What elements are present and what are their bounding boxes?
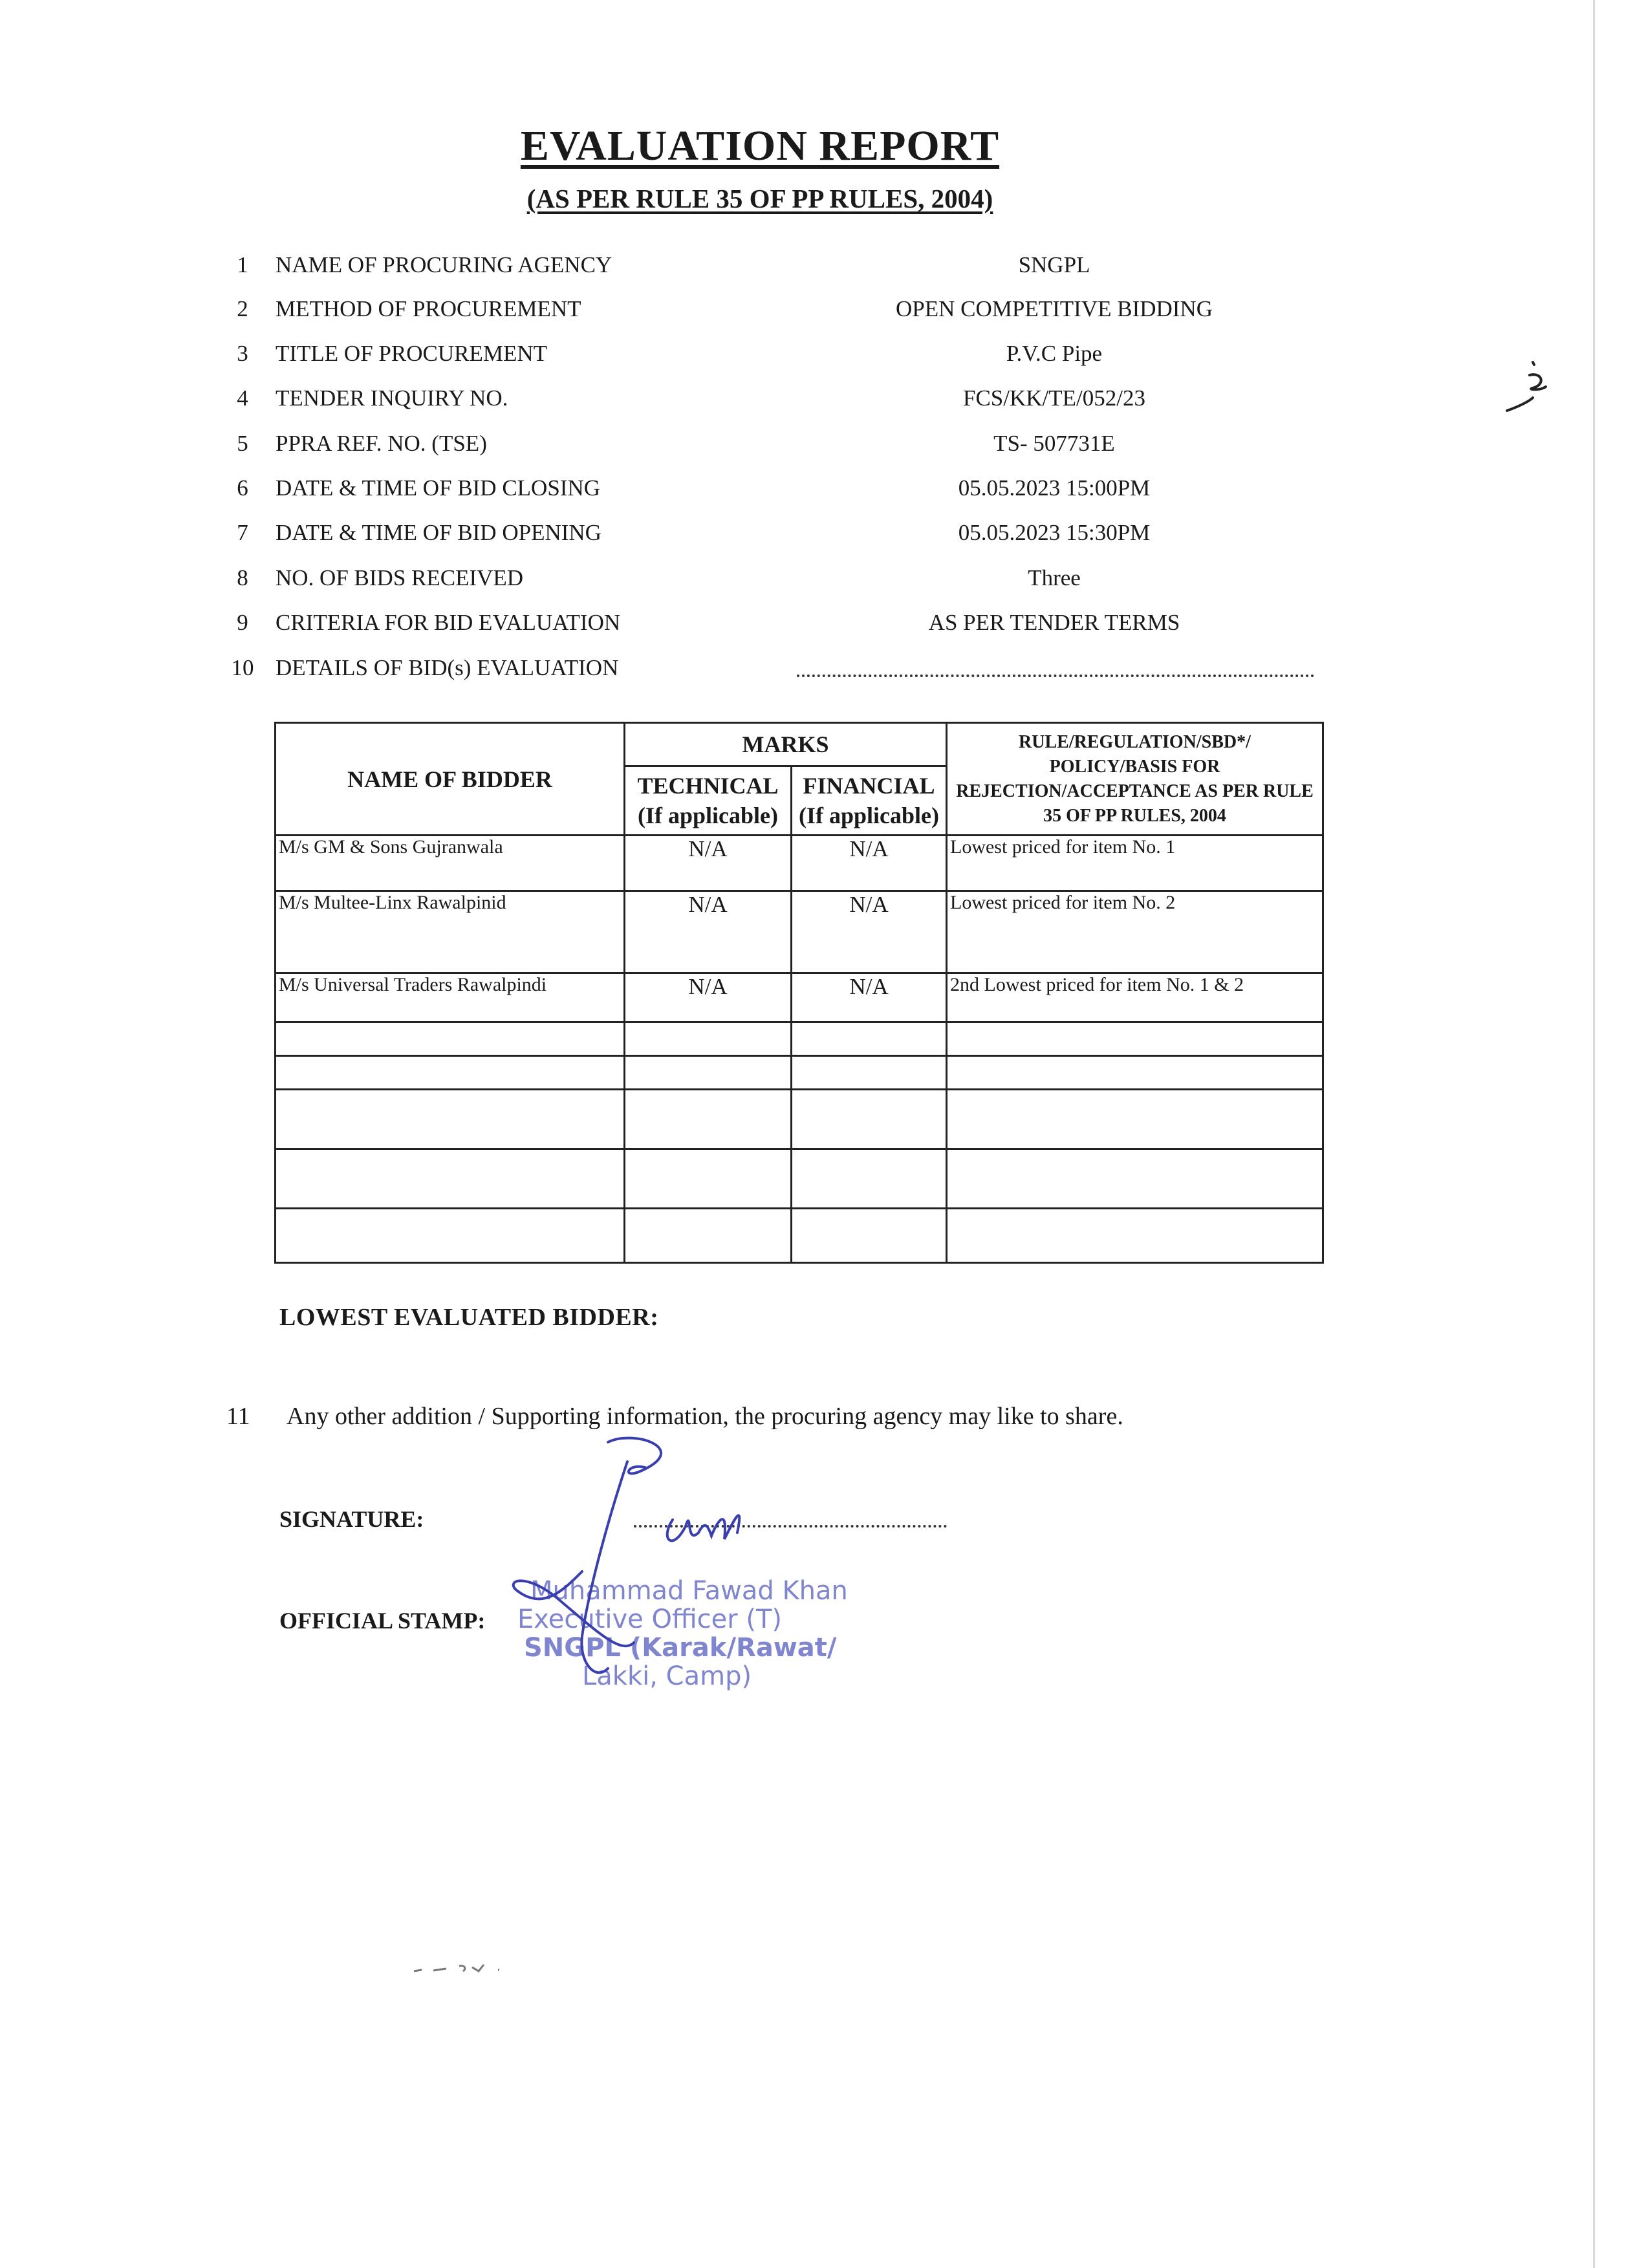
signature-label: SIGNATURE: xyxy=(279,1506,424,1532)
item-number: 8 xyxy=(237,565,248,590)
item-label: TENDER INQUIRY NO. xyxy=(276,385,508,411)
column-header-technical xyxy=(625,766,792,836)
empty-table-row xyxy=(276,1209,1323,1263)
item-number: 5 xyxy=(237,431,248,456)
handwritten-signature xyxy=(479,1423,841,1694)
item-label: NAME OF PROCURING AGENCY xyxy=(276,252,612,277)
item-label: PPRA REF. NO. (TSE) xyxy=(276,431,487,456)
item-number: 11 xyxy=(226,1403,250,1430)
item-value: SNGPL xyxy=(1018,252,1090,277)
item-value: AS PER TENDER TERMS xyxy=(928,610,1180,635)
stamp-line: Muhammad Fawad Khan xyxy=(530,1576,848,1606)
empty-table-row xyxy=(276,1090,1323,1149)
financial-marks-cell: N/A xyxy=(792,891,947,973)
empty-table-row xyxy=(276,1149,1323,1209)
table-row xyxy=(276,973,1323,1022)
item-11-text: Any other addition / Supporting information, the procuring agency may like to share. xyxy=(287,1403,1123,1430)
margin-scribble-mark xyxy=(1494,349,1572,427)
scan-edge-line xyxy=(1593,0,1595,2268)
item-number: 3 xyxy=(237,341,248,366)
financial-note: (If applicable) xyxy=(798,803,939,828)
item-label: METHOD OF PROCUREMENT xyxy=(276,296,581,321)
column-header-bidder-name: NAME OF BIDDER xyxy=(276,723,625,836)
report-subtitle: (AS PER RULE 35 OF PP RULES, 2004) xyxy=(526,184,993,213)
table-row xyxy=(276,891,1323,973)
stamp-line: Executive Officer (T) xyxy=(517,1604,783,1634)
item-label: NO. OF BIDS RECEIVED xyxy=(276,565,524,590)
item-value: 05.05.2023 15:30PM xyxy=(958,520,1151,545)
lowest-evaluated-bidder-label: LOWEST EVALUATED BIDDER: xyxy=(279,1304,659,1331)
item-value: Three xyxy=(1028,565,1081,590)
basis-cell: Lowest priced for item No. 2 xyxy=(947,891,1323,973)
item-value: FCS/KK/TE/052/23 xyxy=(963,385,1145,411)
stamp-line: SNGPL (Karak/Rawat/ xyxy=(524,1633,837,1663)
empty-table-row xyxy=(276,1022,1323,1056)
financial-marks-cell: N/A xyxy=(792,973,947,1022)
table-header-row xyxy=(276,723,1323,766)
report-title: EVALUATION REPORT xyxy=(520,122,1000,169)
dotted-fill-line xyxy=(797,662,1314,677)
stamp-line: Lakki, Camp) xyxy=(582,1661,752,1691)
bidder-name-cell: M/s Multee-Linx Rawalpinid xyxy=(276,891,625,973)
technical-marks-cell: N/A xyxy=(625,973,792,1022)
item-value: TS- 507731E xyxy=(993,431,1115,456)
column-header-marks: MARKS xyxy=(625,723,947,766)
empty-table-row xyxy=(276,1056,1323,1090)
item-label: CRITERIA FOR BID EVALUATION xyxy=(276,610,621,635)
item-label: DETAILS OF BID(s) EVALUATION xyxy=(276,655,619,680)
official-stamp-label: OFFICIAL STAMP: xyxy=(279,1608,486,1634)
basis-cell: 2nd Lowest priced for item No. 1 & 2 xyxy=(947,973,1323,1022)
item-number: 1 xyxy=(237,252,248,277)
item-value: 05.05.2023 15:00PM xyxy=(958,475,1151,501)
item-value: P.V.C Pipe xyxy=(1006,341,1103,366)
basis-cell: Lowest priced for item No. 1 xyxy=(947,836,1323,891)
item-number: 10 xyxy=(231,655,254,680)
technical-marks-cell: N/A xyxy=(625,891,792,973)
item-number: 9 xyxy=(237,610,248,635)
table-row xyxy=(276,836,1323,891)
bidder-name-cell: M/s GM & Sons Gujranwala xyxy=(276,836,625,891)
item-value: OPEN COMPETITIVE BIDDING xyxy=(896,296,1213,321)
technical-label: TECHNICAL xyxy=(637,773,779,799)
column-header-financial xyxy=(792,766,947,836)
technical-marks-cell: N/A xyxy=(625,836,792,891)
item-label: DATE & TIME OF BID CLOSING xyxy=(276,475,600,501)
item-number: 7 xyxy=(237,520,248,545)
financial-marks-cell: N/A xyxy=(792,836,947,891)
financial-label: FINANCIAL xyxy=(803,773,935,799)
bidder-name-cell: M/s Universal Traders Rawalpindi xyxy=(276,973,625,1022)
bid-evaluation-table xyxy=(274,722,1324,1264)
item-number: 2 xyxy=(237,296,248,321)
item-number: 4 xyxy=(237,385,248,411)
item-label: TITLE OF PROCUREMENT xyxy=(276,341,547,366)
item-label: DATE & TIME OF BID OPENING xyxy=(276,520,601,545)
item-number: 6 xyxy=(237,475,248,501)
column-header-rule-basis: RULE/REGULATION/SBD*/ POLICY/BASIS FOR REJECTION/ACCEPTANCE AS PER RULE 35 OF PP RULES, 2004 xyxy=(947,723,1323,836)
faint-scan-mark xyxy=(407,1953,537,1985)
technical-note: (If applicable) xyxy=(637,803,778,828)
